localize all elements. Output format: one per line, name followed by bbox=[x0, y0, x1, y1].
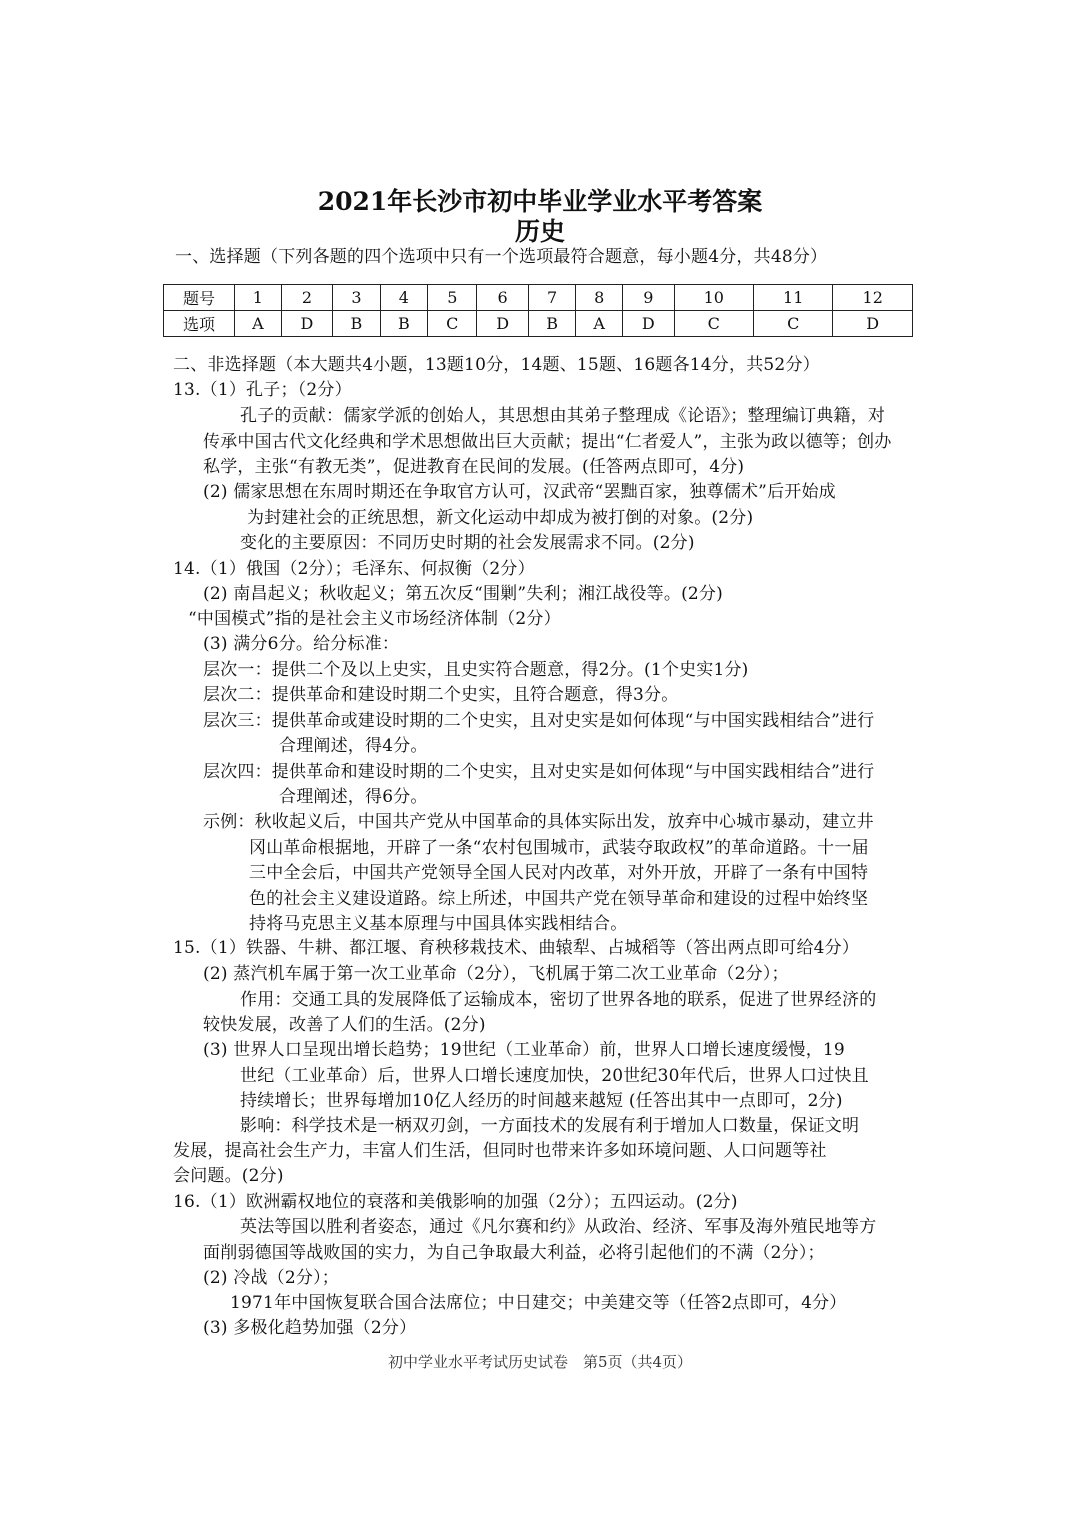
answer-line: 影响：科学技术是一柄双刃剑，一方面技术的发展有利于增加人口数量，保证文明 bbox=[240, 1116, 860, 1136]
table-cell: 9 bbox=[623, 285, 674, 311]
answer-row bbox=[164, 311, 913, 337]
row-label: 选项 bbox=[164, 311, 235, 337]
answer-line: 孔子的贡献：儒家学派的创始人，其思想由其弟子整理成《论语》；整理编订典籍，对 bbox=[240, 406, 886, 426]
table-cell: 10 bbox=[674, 285, 753, 311]
answer-line: (2) 蒸汽机车属于第一次工业革命（2分），飞机属于第二次工业革命（2分）； bbox=[203, 964, 789, 984]
answer-line: 冈山革命根据地，开辟了一条“农村包围城市，武装夺取政权”的革命道路。十一届 bbox=[249, 838, 869, 858]
table-cell: C bbox=[674, 311, 753, 337]
answer-line: 发展，提高社会生产力，丰富人们生活，但同时也带来许多如环境问题、人口问题等社 bbox=[173, 1141, 827, 1161]
answer-line: 层次三：提供革命或建设时期的二个史实，且对史实是如何体现“与中国实践相结合”进行 bbox=[203, 711, 875, 731]
answer-line: 变化的主要原因：不同历史时期的社会发展需求不同。(2分) bbox=[240, 533, 695, 553]
table-cell: B bbox=[380, 311, 427, 337]
answer-line: 层次二：提供革命和建设时期二个史实，且符合题意，得3分。 bbox=[203, 685, 679, 705]
answer-line: 作用：交通工具的发展降低了运输成本，密切了世界各地的联系，促进了世界经济的 bbox=[240, 990, 877, 1010]
answer-line: 持续增长；世界每增加10亿人经历的时间越来越短 (任答出其中一点即可，2分) bbox=[240, 1091, 843, 1111]
answer-line: “中国模式”指的是社会主义市场经济体制（2分） bbox=[188, 609, 561, 629]
answer-table bbox=[163, 284, 913, 337]
answer-line: (3) 世界人口呈现出增长趋势；19世纪（工业革命）前，世界人口增长速度缓慢，19 bbox=[203, 1040, 845, 1060]
answer-line: 持将马克思主义基本原理与中国具体实践相结合。 bbox=[249, 914, 628, 934]
table-cell: D bbox=[833, 311, 913, 337]
answer-line: 层次四：提供革命和建设时期的二个史实，且对史实是如何体现“与中国实践相结合”进行 bbox=[203, 762, 875, 782]
answer-line: 13.（1）孔子；（2分） bbox=[173, 380, 352, 400]
answer-line: 示例：秋收起义后，中国共产党从中国革命的具体实际出发，放弃中心城市暴动，建立井 bbox=[203, 812, 874, 832]
table-cell: 4 bbox=[380, 285, 427, 311]
answer-line: 1971年中国恢复联合国合法席位；中日建交；中美建交等（任答2点即可，4分） bbox=[230, 1293, 847, 1313]
table-cell: 12 bbox=[833, 285, 913, 311]
answer-line: 面削弱德国等战败国的实力，为自己争取最大利益，必将引起他们的不满（2分）； bbox=[203, 1243, 825, 1263]
table-cell: A bbox=[235, 311, 282, 337]
answer-line: 合理阐述，得4分。 bbox=[279, 736, 428, 756]
table-cell: C bbox=[428, 311, 477, 337]
answer-line: (2) 南昌起义；秋收起义；第五次反“围剿”失利；湘江战役等。(2分) bbox=[203, 584, 723, 604]
answer-line: 私学，主张“有教无类”，促进教育在民间的发展。(任答两点即可，4分) bbox=[203, 457, 745, 477]
table-cell: B bbox=[333, 311, 380, 337]
subject-title: 历史 bbox=[514, 217, 565, 246]
answer-line: (3) 多极化趋势加强（2分） bbox=[203, 1318, 417, 1338]
answer-line: 三中全会后，中国共产党领导全国人民对内改革，对外开放，开辟了一条有中国特 bbox=[249, 863, 869, 883]
table-cell: C bbox=[753, 311, 832, 337]
answer-line: 16.（1）欧洲霸权地位的衰落和美俄影响的加强（2分）；五四运动。(2分) bbox=[173, 1192, 738, 1212]
answer-line: 会问题。(2分) bbox=[173, 1166, 284, 1186]
table-cell: 11 bbox=[753, 285, 832, 311]
table-cell: 6 bbox=[477, 285, 528, 311]
answer-line: (2) 冷战（2分）； bbox=[203, 1268, 339, 1288]
table-cell: 2 bbox=[281, 285, 332, 311]
table-cell: 5 bbox=[428, 285, 477, 311]
table-cell: D bbox=[281, 311, 332, 337]
document-title: 2021年长沙市初中毕业学业水平考答案 bbox=[317, 187, 763, 216]
row-label: 题号 bbox=[164, 285, 235, 311]
number-row bbox=[164, 285, 913, 311]
table-cell: 8 bbox=[576, 285, 623, 311]
answer-line: 英法等国以胜利者姿态，通过《凡尔赛和约》从政治、经济、军事及海外殖民地等方 bbox=[240, 1217, 877, 1237]
answer-line: 15.（1）铁器、牛耕、都江堰、育秧移栽技术、曲辕犁、占城稻等（答出两点即可给4分） bbox=[173, 938, 860, 958]
table-cell: D bbox=[623, 311, 674, 337]
answer-line: 14.（1）俄国（2分）；毛泽东、何叔衡（2分） bbox=[173, 559, 535, 579]
answer-line: 传承中国古代文化经典和学术思想做出巨大贡献；提出“仁者爱人”，主张为政以德等；创办 bbox=[203, 432, 892, 452]
table-cell: B bbox=[528, 311, 575, 337]
table-cell: 7 bbox=[528, 285, 575, 311]
answer-line: 世纪（工业革命）后，世界人口增长速度加快，20世纪30年代后，世界人口过快且 bbox=[240, 1066, 869, 1086]
answer-line: 较快发展，改善了人们的生活。(2分) bbox=[203, 1015, 486, 1035]
section2-heading: 二、非选择题（本大题共4小题，13题10分，14题、15题、16题各14分，共52分） bbox=[173, 355, 820, 375]
answer-line: 色的社会主义建设道路。综上所述，中国共产党在领导革命和建设的过程中始终坚 bbox=[249, 889, 869, 909]
answer-line: (2) 儒家思想在东周时期还在争取官方认可，汉武帝“罢黜百家，独尊儒术”后开始成 bbox=[203, 482, 836, 502]
answer-line: (3) 满分6分。给分标准： bbox=[203, 634, 400, 654]
page-footer: 初中学业水平考试历史试卷 第5页（共4页） bbox=[387, 1353, 693, 1371]
answer-line: 为封建社会的正统思想，新文化运动中却成为被打倒的对象。(2分) bbox=[247, 508, 754, 528]
section1-heading: 一、选择题（下列各题的四个选项中只有一个选项最符合题意，每小题4分，共48分） bbox=[175, 247, 828, 267]
table-cell: 3 bbox=[333, 285, 380, 311]
table-cell: 1 bbox=[235, 285, 282, 311]
table-cell: D bbox=[477, 311, 528, 337]
answer-line: 层次一：提供二个及以上史实，且史实符合题意，得2分。(1个史实1分) bbox=[203, 660, 749, 680]
answer-line: 合理阐述，得6分。 bbox=[279, 787, 428, 807]
table-cell: A bbox=[576, 311, 623, 337]
